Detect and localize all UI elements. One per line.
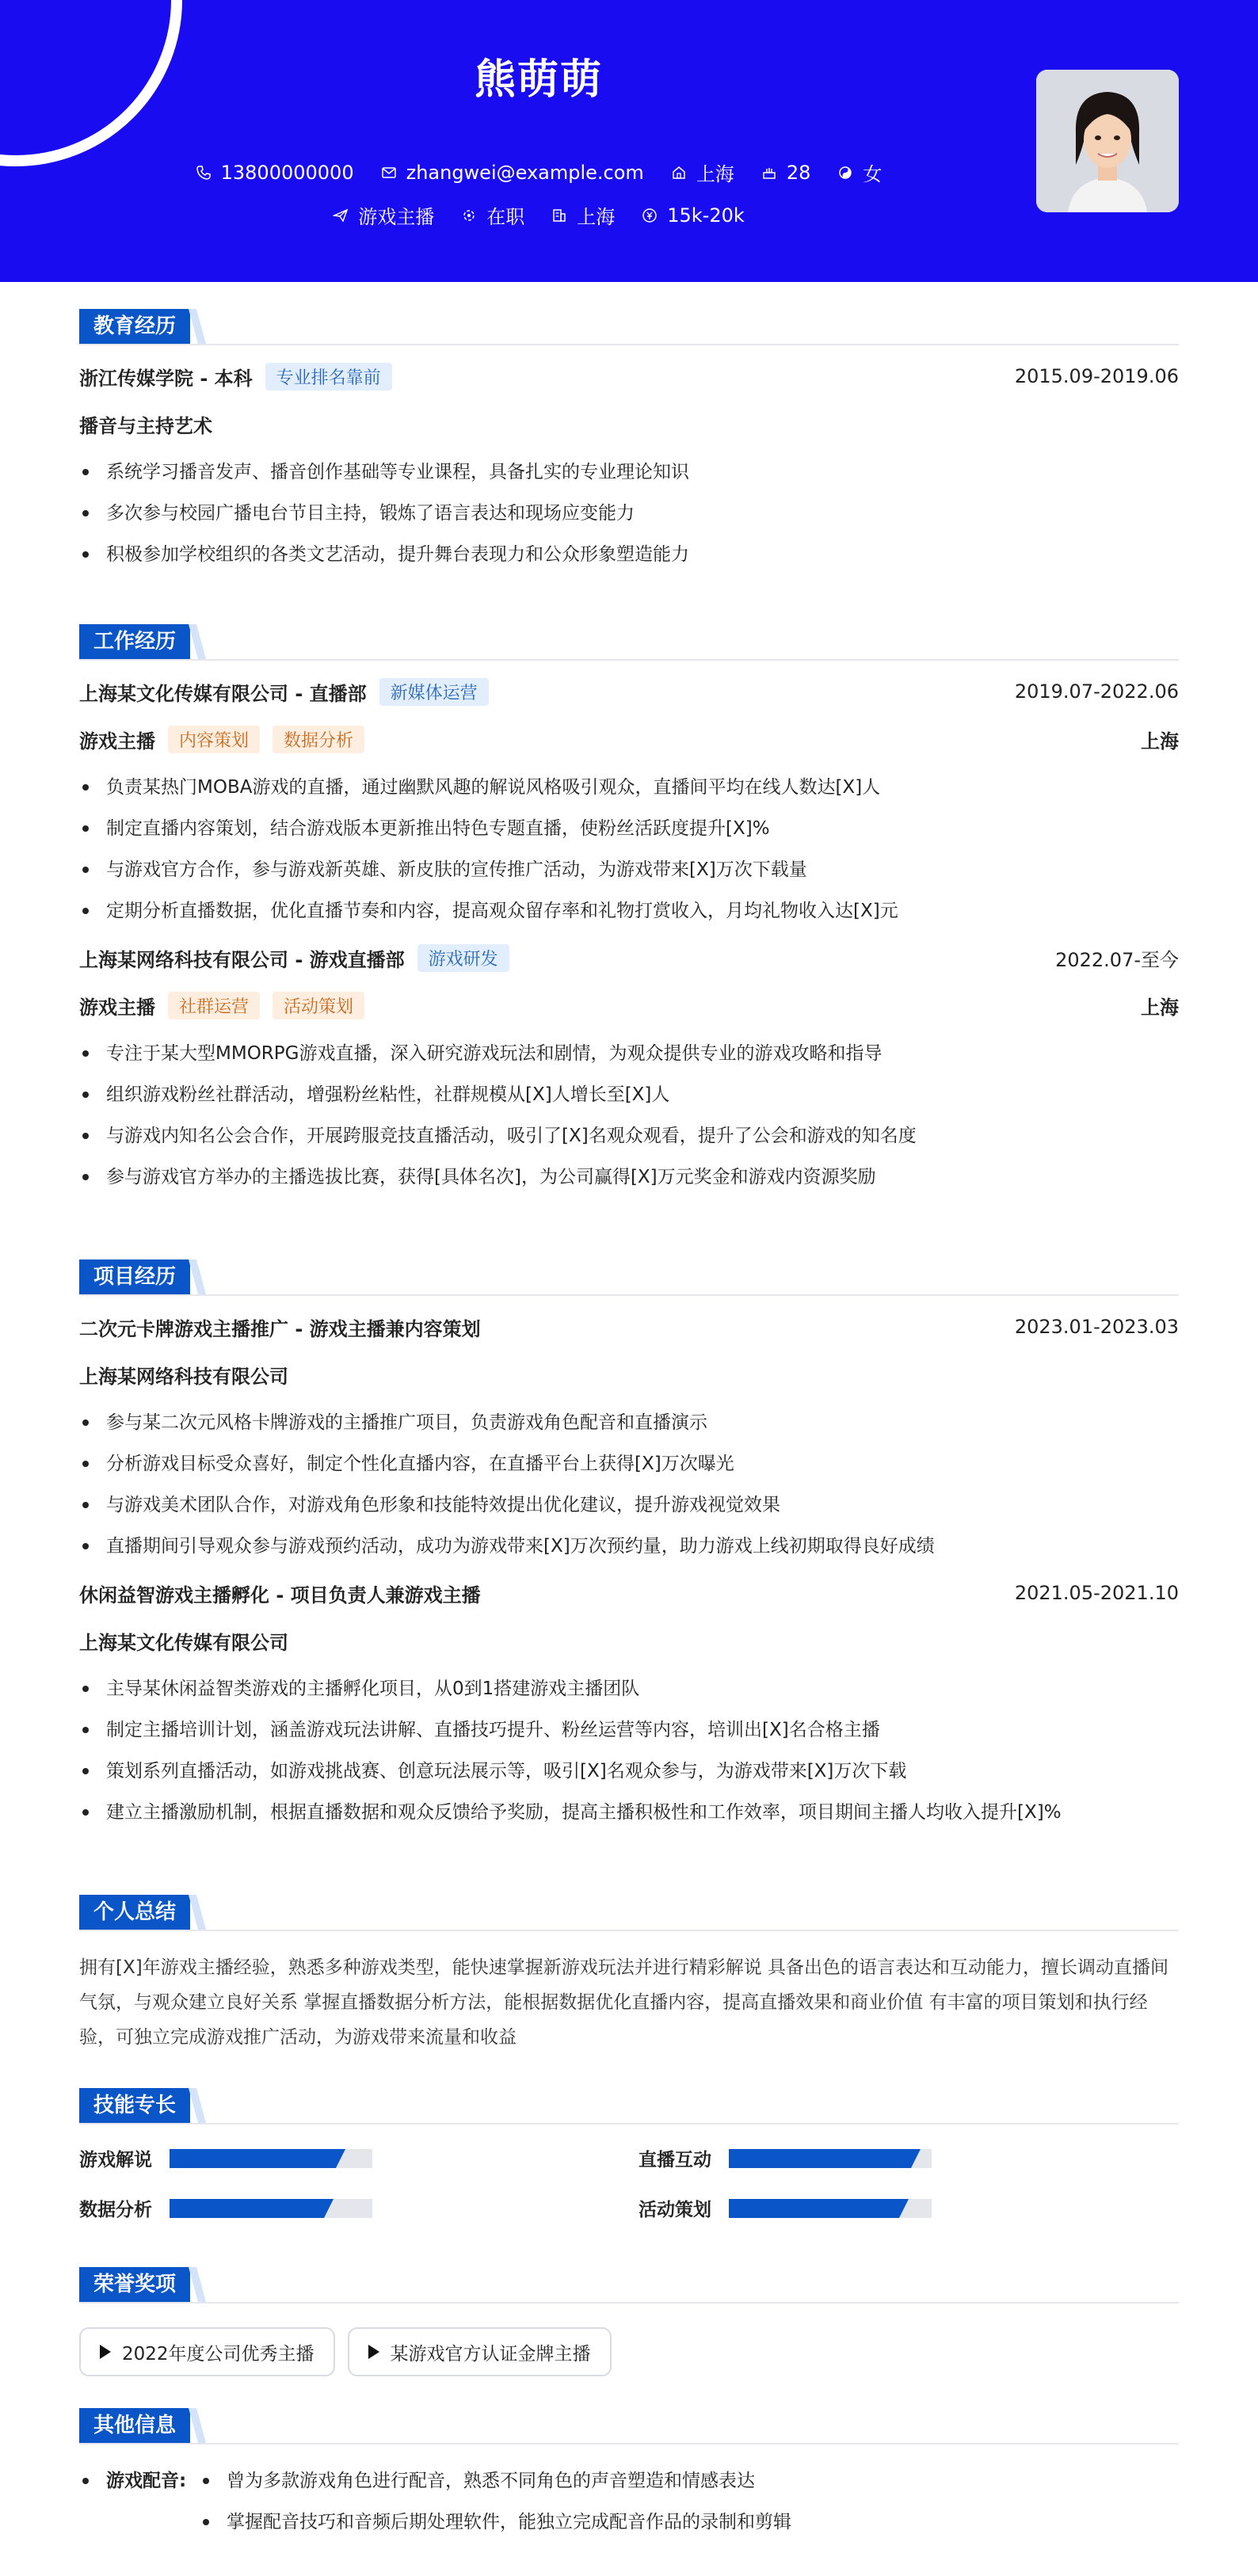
school-name: 浙江传媒学院 - 本科 [79, 367, 253, 390]
skill-item [639, 2145, 1179, 2171]
job-intent-row [0, 201, 1077, 229]
skill-name: 游戏解说 [79, 2150, 152, 2170]
title-decoration [189, 2267, 212, 2302]
projects-section-header [79, 1259, 1179, 1296]
list-item: 掌握配音技巧和音频后期处理软件，能独立完成配音作品的录制和剪辑 [200, 2502, 791, 2543]
skill-bar-fill [729, 2149, 911, 2168]
skill-name: 数据分析 [79, 2200, 152, 2220]
skill-bar [170, 2149, 372, 2168]
job-header-row [79, 946, 1179, 970]
list-item: 与游戏官方合作，参与游戏新英雄、新皮肤的宣传推广活动，为游戏带来[X]万次下载量 [79, 849, 1179, 890]
job-role: 游戏主播 [79, 730, 155, 753]
other-info-bullets [200, 2460, 791, 2543]
education-section-header [79, 309, 1179, 345]
list-item: 与游戏美术团队合作，对游戏角色形象和技能特效提出优化建议，提升游戏视觉效果 [79, 1484, 1179, 1526]
skill-bar [170, 2199, 372, 2218]
education-section [79, 309, 1179, 575]
list-item: 参与游戏官方举办的主播选拔比赛，获得[具体名次]，为公司赢得[X]万元奖金和游戏内资源奖励 [79, 1157, 1179, 1198]
title-decoration [189, 624, 212, 659]
title-decoration [189, 1895, 212, 1930]
salary-icon [642, 208, 658, 223]
target-city-info [551, 201, 615, 229]
project-header-row [79, 1315, 1179, 1339]
building-icon [551, 208, 567, 223]
skills-section-title: 技能专长 [79, 2088, 190, 2123]
work-section [79, 624, 1179, 1198]
skills-grid [79, 2145, 1179, 2221]
status-icon [461, 208, 477, 223]
gender-icon [837, 165, 853, 181]
awards-list [79, 2327, 1179, 2376]
skill-bar [729, 2149, 932, 2168]
status-info [461, 201, 524, 229]
awards-section-header [79, 2267, 1179, 2304]
skills-section-header [79, 2088, 1179, 2124]
play-triangle-icon [368, 2345, 379, 2359]
job-role: 游戏主播 [79, 996, 155, 1019]
education-header-row [79, 364, 1179, 388]
project-bullets [79, 1668, 1179, 1833]
major-row [79, 412, 1179, 436]
project-period: 2023.01-2023.03 [1014, 1316, 1179, 1338]
project-name: 休闲益智游戏主播孵化 - 项目负责人兼游戏主播 [79, 1583, 481, 1606]
projects-section-title: 项目经历 [79, 1259, 190, 1294]
summary-text: 拥有[X]年游戏主播经验，熟悉多种游戏类型，能快速掌握新游戏玩法并进行精彩解说 具备出色的语言表达和互动能力，擅长调动直播间气氛，与观众建立良好关系 掌握直播数据分析方法，能根据数据优化直播内容，提高直播效果和商业价值 有丰富的项目策划和执行经验，可独立完成游戏推广活动，为游戏带来流量和收益 [79, 1957, 1169, 2048]
award-name: 某游戏官方认证金牌主播 [390, 2343, 591, 2365]
summary-section-title: 个人总结 [79, 1895, 190, 1930]
resume-header [0, 0, 1258, 282]
skill-item [79, 2145, 639, 2171]
title-decoration [189, 2088, 212, 2123]
skill-bar-fill [170, 2149, 336, 2168]
work-section-title: 工作经历 [79, 624, 190, 659]
contact-row [0, 158, 1077, 186]
job-period: 2019.07-2022.06 [1014, 680, 1179, 703]
age-icon [761, 165, 777, 181]
email-info [381, 162, 644, 184]
education-period: 2015.09-2019.06 [1014, 365, 1179, 387]
projects-section [79, 1259, 1179, 1833]
list-item: 建立主播激励机制，根据直播数据和观众反馈给予奖励，提高主播积极性和工作效率，项目期间主播人均收入提升[X]% [79, 1792, 1179, 1833]
phone-info [196, 162, 354, 184]
education-section-title: 教育经历 [79, 309, 190, 344]
awards-section-title: 荣誉奖项 [79, 2267, 190, 2302]
home-icon [671, 165, 687, 181]
age-info [761, 162, 811, 184]
skill-name: 直播互动 [639, 2150, 711, 2170]
status-text: 在职 [486, 206, 525, 228]
list-item: 制定主播培训计划，涵盖游戏玩法讲解、直播技巧提升、粉丝运营等内容，培训出[X]名合格主播 [79, 1709, 1179, 1751]
job-location: 上海 [1141, 730, 1179, 753]
phone-text: 13800000000 [220, 161, 354, 184]
company-name: 上海某文化传媒有限公司 - 直播部 [79, 682, 367, 705]
skill-bar-fill [729, 2199, 899, 2218]
skill-item [79, 2195, 639, 2221]
list-item: 专注于某大型MMORPG游戏直播，深入研究游戏玩法和剧情，为观众提供专业的游戏攻略和指导 [79, 1033, 1179, 1074]
award-name: 2022年度公司优秀主播 [122, 2343, 314, 2365]
company-name: 上海某网络科技有限公司 - 游戏直播部 [79, 948, 405, 971]
list-item: 曾为多款游戏角色进行配音，熟悉不同角色的声音塑造和情感表达 [200, 2460, 791, 2502]
job-bullets [79, 1033, 1179, 1198]
education-tag: 专业排名靠前 [265, 363, 392, 391]
send-icon [333, 208, 349, 223]
job-bullets [79, 767, 1179, 932]
skills-section [79, 2088, 1179, 2221]
list-item: 组织游戏粉丝社群活动，增强粉丝粘性，社群规模从[X]人增长至[X]人 [79, 1074, 1179, 1115]
job-header-row [79, 680, 1179, 703]
job-period: 2022.07-至今 [1055, 948, 1179, 971]
list-item: 定期分析直播数据，优化直播节奏和内容，提高观众留存率和礼物打赏收入，月均礼物收入达[X]元 [79, 890, 1179, 932]
other-section-header [79, 2408, 1179, 2445]
project-period: 2021.05-2021.10 [1014, 1582, 1179, 1604]
title-decoration [189, 309, 212, 344]
phone-icon [196, 165, 212, 181]
skill-tag: 内容策划 [168, 726, 260, 753]
salary-info [642, 204, 745, 227]
list-item: 策划系列直播活动，如游戏挑战赛、创意玩法展示等，吸引[X]名观众参与，为游戏带来[X]万次下载 [79, 1751, 1179, 1792]
job-role-row [79, 993, 1179, 1017]
title-decoration [189, 2408, 212, 2443]
city-info [671, 158, 734, 186]
education-bullets [79, 452, 1179, 575]
project-name: 二次元卡牌游戏主播推广 - 游戏主播兼内容策划 [79, 1317, 481, 1340]
list-item: 系统学习播音发声、播音创作基础等专业课程，具备扎实的专业理论知识 [79, 452, 1179, 493]
other-info-row [79, 2460, 1179, 2543]
major-name: 播音与主持艺术 [79, 414, 212, 437]
mail-icon [381, 165, 397, 181]
candidate-name: 熊萌萌 [474, 56, 603, 104]
title-decoration [189, 1259, 212, 1294]
list-item: 主导某休闲益智类游戏的主播孵化项目，从0到1搭建游戏主播团队 [79, 1668, 1179, 1709]
list-item: 分析游戏目标受众喜好，制定个性化直播内容，在直播平台上获得[X]万次曝光 [79, 1443, 1179, 1484]
skill-name: 活动策划 [639, 2200, 711, 2220]
other-info-label: 游戏配音: [79, 2460, 200, 2543]
awards-section [79, 2267, 1179, 2376]
skill-tag: 活动策划 [273, 992, 364, 1019]
award-item [348, 2327, 612, 2376]
list-item: 制定直播内容策划，结合游戏版本更新推出特色专题直播，使粉丝活跃度提升[X]% [79, 808, 1179, 849]
job-target-text: 游戏主播 [358, 206, 435, 228]
skill-item [639, 2195, 1179, 2221]
list-item: 与游戏内知名公会合作，开展跨服竞技直播活动，吸引了[X]名观众观看，提升了公会和游戏的知名度 [79, 1115, 1179, 1157]
email-text: zhangwei@example.com [406, 161, 644, 184]
salary-text: 15k-20k [667, 204, 745, 227]
award-item [79, 2327, 335, 2376]
department-tag: 新媒体运营 [379, 678, 489, 706]
summary-section [79, 1895, 1179, 2055]
work-section-header [79, 624, 1179, 661]
project-bullets [79, 1402, 1179, 1567]
list-item: 负责某热门MOBA游戏的直播，通过幽默风趣的解说风格吸引观众，直播间平均在线人数达[X]人 [79, 767, 1179, 808]
list-item: 参与某二次元风格卡牌游戏的主播推广项目，负责游戏角色配音和直播演示 [79, 1402, 1179, 1443]
target-city-text: 上海 [577, 206, 616, 228]
skill-tag: 数据分析 [273, 726, 364, 753]
city-text: 上海 [696, 163, 734, 185]
project-header-row [79, 1581, 1179, 1605]
project-org: 上海某文化传媒有限公司 [79, 1631, 288, 1654]
summary-section-header [79, 1895, 1179, 1931]
gender-text: 女 [863, 163, 883, 185]
gender-info [837, 158, 882, 186]
other-section [79, 2408, 1179, 2543]
play-triangle-icon [100, 2345, 111, 2359]
list-item: 直播期间引导观众参与游戏预约活动，成功为游戏带来[X]万次预约量，助力游戏上线初期取得良好成绩 [79, 1526, 1179, 1567]
job-target-info [333, 201, 434, 229]
skill-tag: 社群运营 [168, 992, 260, 1019]
other-section-title: 其他信息 [79, 2408, 190, 2443]
project-org: 上海某网络科技有限公司 [79, 1365, 288, 1388]
project-org-row [79, 1629, 1179, 1652]
age-text: 28 [786, 161, 811, 184]
list-item: 多次参与校园广播电台节目主持，锻炼了语言表达和现场应变能力 [79, 493, 1179, 534]
project-org-row [79, 1362, 1179, 1386]
skill-bar-fill [170, 2199, 324, 2218]
job-location: 上海 [1141, 996, 1179, 1019]
skill-bar [729, 2199, 932, 2218]
profile-photo [1036, 70, 1179, 212]
department-tag: 游戏研发 [417, 944, 509, 972]
list-item: 积极参加学校组织的各类文艺活动，提升舞台表现力和公众形象塑造能力 [79, 534, 1179, 575]
job-role-row [79, 727, 1179, 751]
